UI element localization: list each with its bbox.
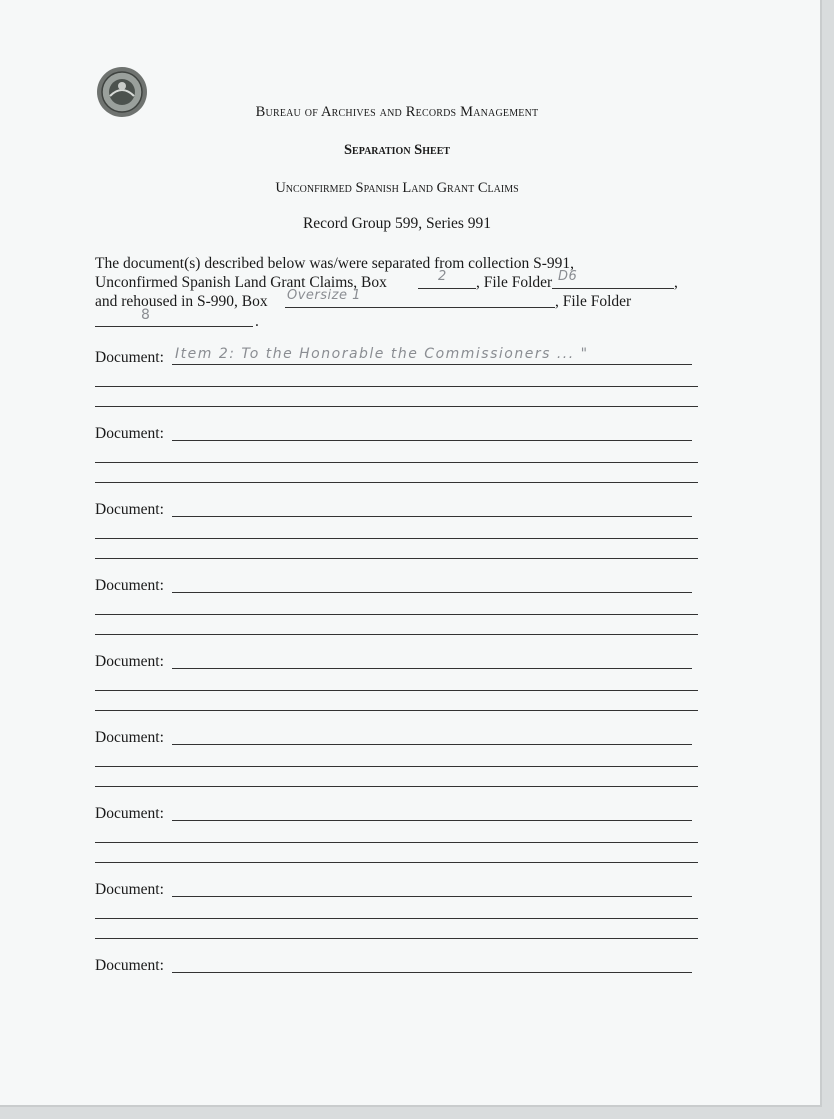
rehoused-box-value: Oversize 1 [287, 288, 361, 303]
intro-line-1: The document(s) described below was/were separated from collection S-991, [95, 255, 575, 272]
document-line [95, 766, 698, 767]
intro-line-2-c: , [674, 274, 678, 291]
document-entry-7[interactable] [95, 805, 700, 865]
document-line [172, 896, 692, 897]
document-label: Document: [95, 501, 164, 518]
intro-line-4-end: . [255, 313, 259, 330]
record-group: Record Group 599, Series 991 [302, 215, 492, 232]
document-line [172, 592, 692, 593]
rehoused-folder-field[interactable] [95, 307, 253, 327]
box-value: 2 [438, 269, 447, 284]
intro-line-2-a: Unconfirmed Spanish Land Grant Claims, Box [95, 274, 387, 291]
document-label: Document: [95, 729, 164, 746]
document-entry-8[interactable] [95, 881, 700, 941]
collection-title: Unconfirmed Spanish Land Grant Claims [275, 180, 519, 196]
rehoused-folder-value: 8 [141, 307, 151, 323]
document-label: Document: [95, 805, 164, 822]
document-line [95, 462, 698, 463]
document-line [172, 972, 692, 973]
document-entry-1[interactable] [95, 346, 700, 409]
document-line [95, 406, 698, 407]
document-line [95, 558, 698, 559]
document-line [95, 786, 698, 787]
document-line [172, 820, 692, 821]
box-field[interactable] [418, 269, 476, 289]
document-entry-9[interactable] [95, 957, 700, 977]
document-entry-2[interactable] [95, 425, 700, 485]
document-line [95, 614, 698, 615]
file-folder-field[interactable] [552, 269, 674, 289]
document-line [95, 938, 698, 939]
document-line [95, 710, 698, 711]
document-entry-4[interactable] [95, 577, 700, 637]
intro-line-3-a: and rehoused in S-990, Box [95, 293, 268, 310]
document-line [95, 482, 698, 483]
document-line [95, 690, 698, 691]
intro-line-3-b: , File Folder [555, 293, 632, 310]
document-line [172, 440, 692, 441]
document-line [95, 538, 698, 539]
document-line [172, 516, 692, 517]
document-line [172, 744, 692, 745]
file-folder-value: D6 [558, 269, 578, 284]
document-label: Document: [95, 881, 164, 898]
document-label: Document: [95, 349, 164, 366]
document-label: Document: [95, 653, 164, 670]
document-entry-6[interactable] [95, 729, 700, 789]
rehoused-box-field[interactable] [285, 288, 555, 308]
document-entry-5[interactable] [95, 653, 700, 713]
document-entry-3[interactable] [95, 501, 700, 561]
document-line [95, 842, 698, 843]
document-line [172, 364, 692, 365]
document-line [95, 386, 698, 387]
document-line [95, 862, 698, 863]
document-line [172, 668, 692, 669]
sheet-title: Separation Sheet [343, 142, 451, 158]
document-label: Document: [95, 957, 164, 974]
intro-line-2-b: , File Folder [476, 274, 553, 291]
document-label: Document: [95, 577, 164, 594]
document-line [95, 634, 698, 635]
document-line [95, 918, 698, 919]
bureau-title: Bureau of Archives and Records Management [255, 104, 539, 120]
document-entry-text: Item 2: To the Honorable the Commissioners ... " [175, 346, 589, 362]
separation-statement [95, 256, 695, 336]
document-label: Document: [95, 425, 164, 442]
